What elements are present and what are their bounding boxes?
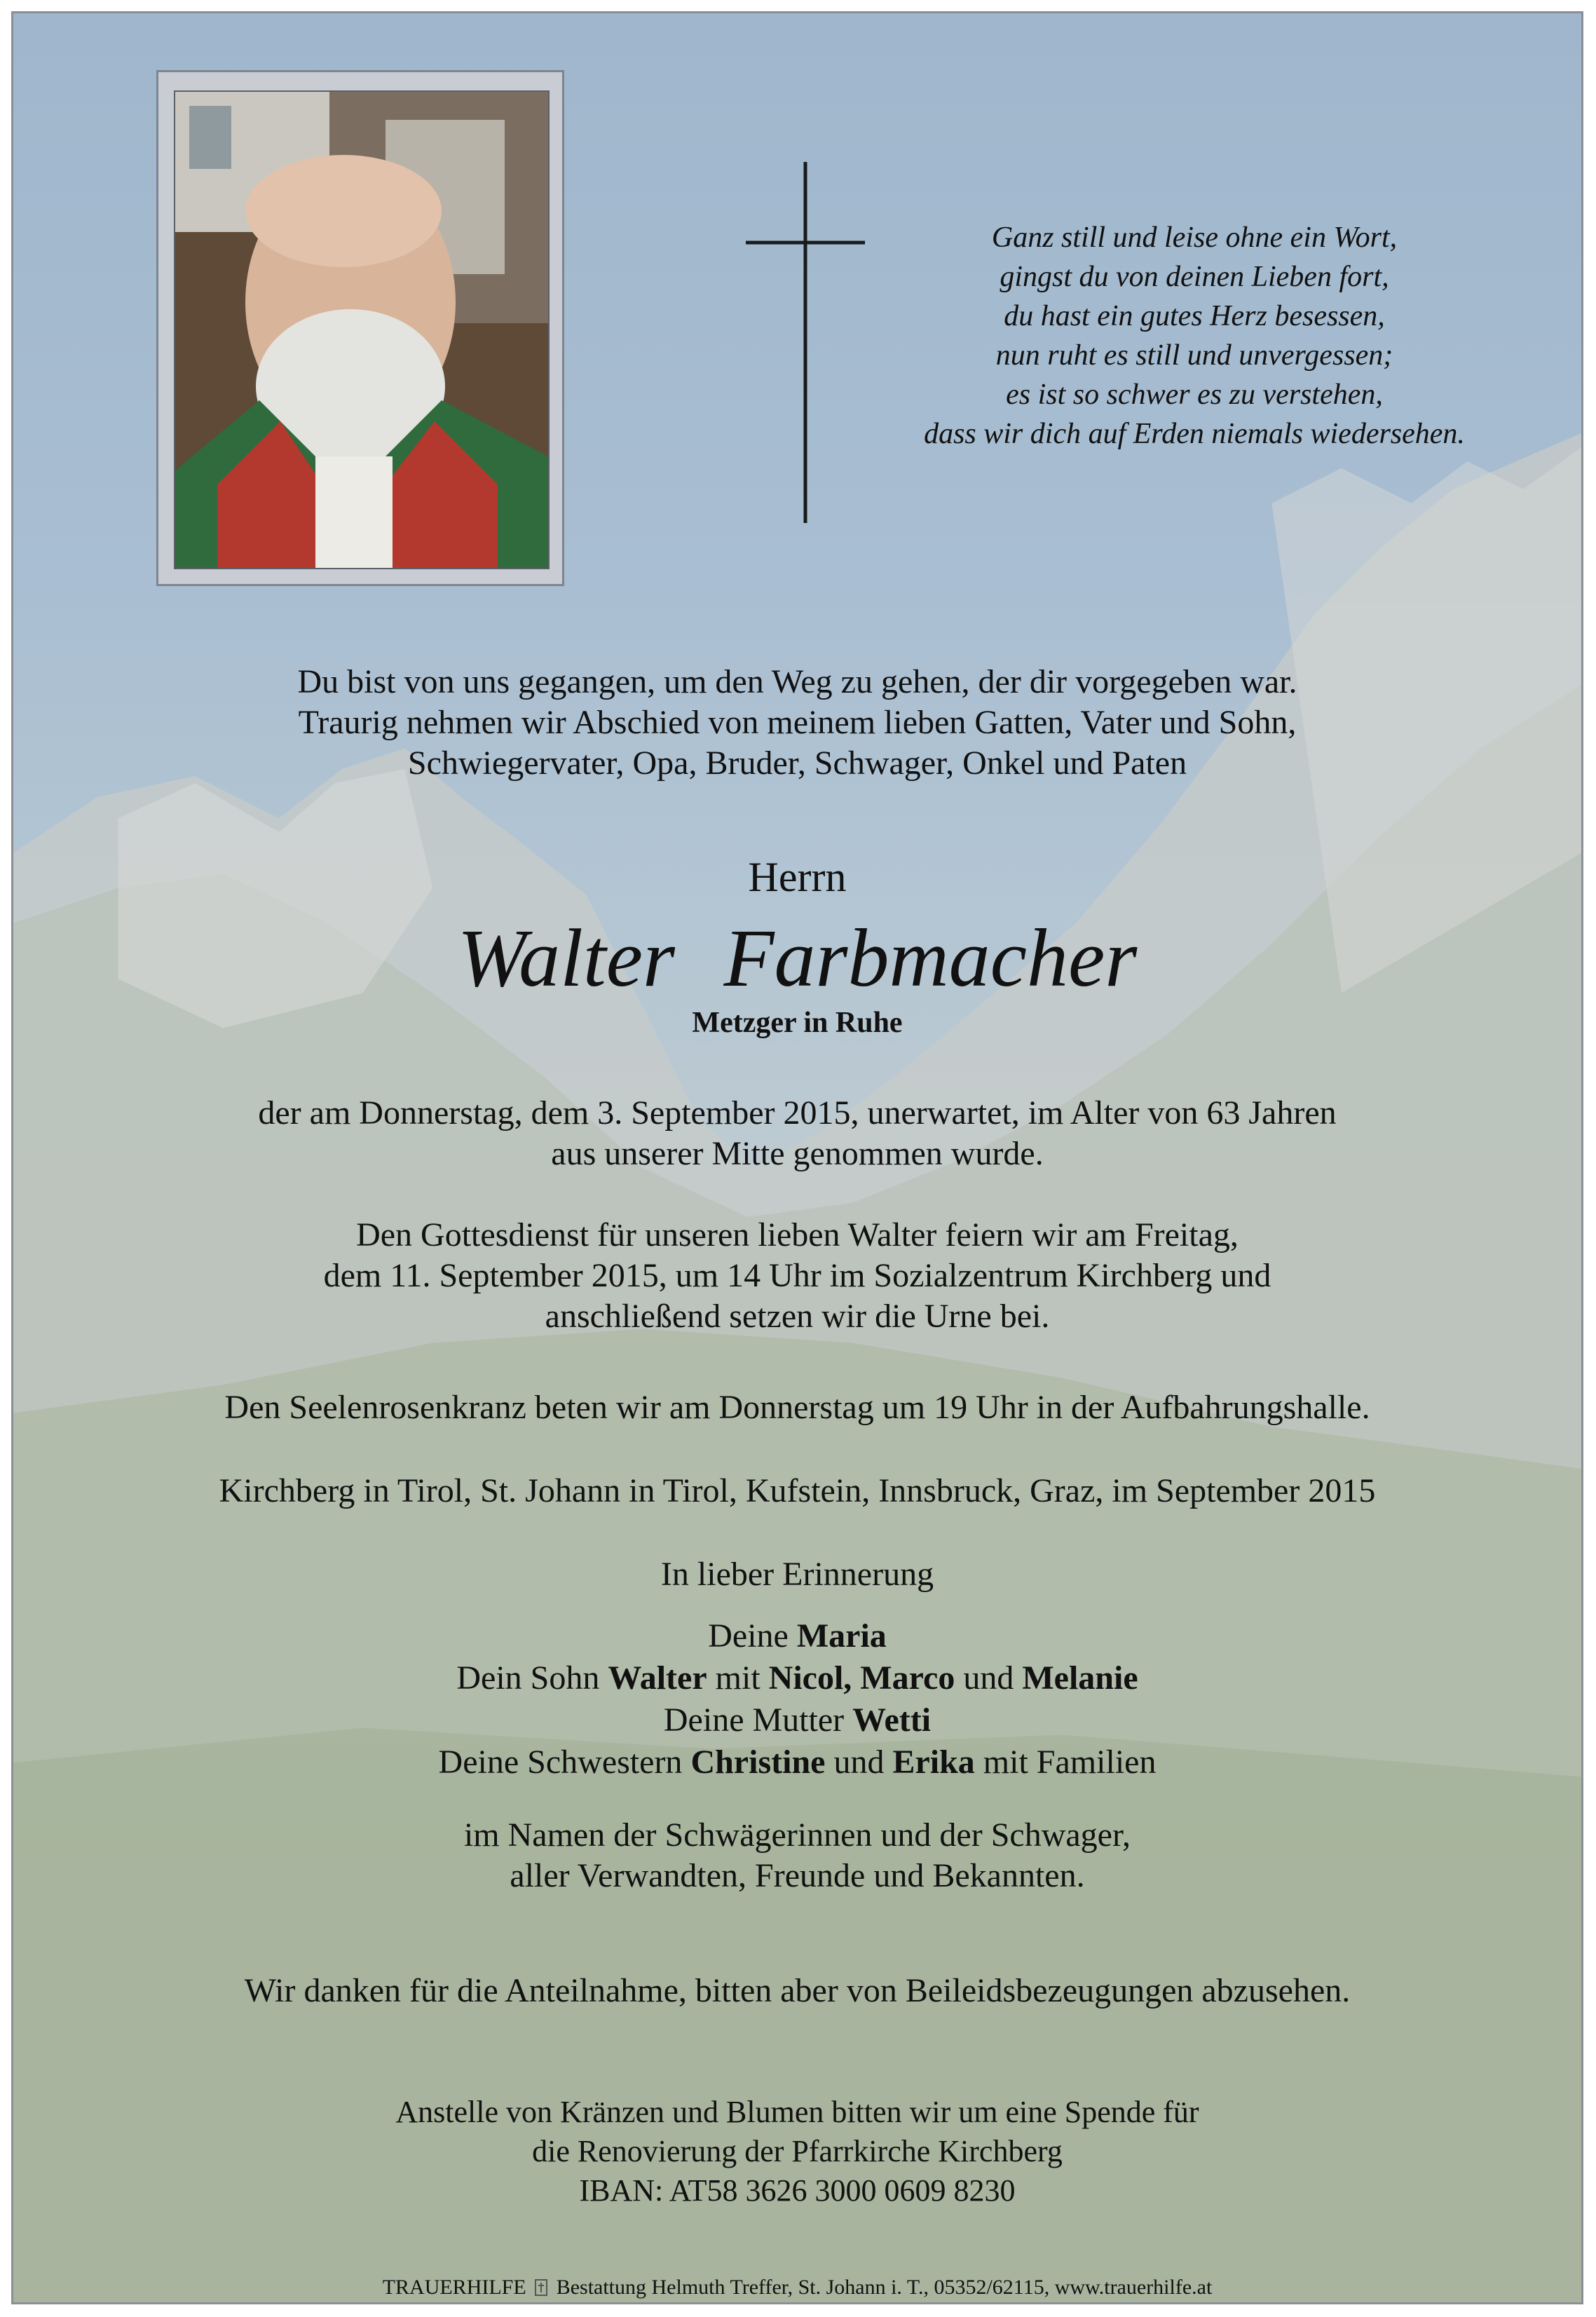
service-line: anschließend setzen wir die Urne bei.	[545, 1298, 1050, 1335]
deceased-occupation: Metzger in Ruhe	[692, 1007, 903, 1039]
relatives-line: aller Verwandten, Freunde und Bekannten.	[510, 1857, 1085, 1894]
family-member-name: Nicol, Marco	[768, 1659, 955, 1697]
family-line	[13, 1615, 1581, 1657]
family-line	[13, 1741, 1581, 1783]
thanks-text: Wir danken für die Anteilnahme, bitten aber von Beileidsbezeugungen abzusehen.	[244, 1972, 1351, 2009]
portrait-image	[175, 92, 548, 568]
donation-request	[13, 2093, 1581, 2210]
memorial-poem	[840, 218, 1548, 454]
family-line	[13, 1699, 1581, 1741]
donation-line: Anstelle von Kränzen und Blumen bitten wir um eine Spende für	[395, 2095, 1199, 2129]
family-text: Deine Schwestern	[438, 1744, 691, 1781]
intro-line: Schwiegervater, Opa, Bruder, Schwager, Onkel und Paten	[407, 745, 1187, 782]
deceased-name: Walter Farbmacher	[457, 912, 1138, 1004]
poem-line: du hast ein gutes Herz besessen,	[1004, 300, 1385, 332]
family-text: und	[825, 1744, 893, 1781]
poem-line: es ist so schwer es zu verstehen,	[1006, 379, 1383, 411]
intro-line: Traurig nehmen wir Abschied von meinem lieben Gatten, Vater und Sohn,	[298, 704, 1297, 741]
portrait-photo	[174, 90, 550, 569]
family-member-name: Wetti	[852, 1701, 932, 1739]
poem-line: Ganz still und leise ohne ein Wort,	[991, 222, 1398, 254]
poem-line: nun ruht es still und unvergessen;	[995, 339, 1393, 372]
relatives-text	[13, 1815, 1581, 1896]
salutation: Herrn	[748, 854, 847, 900]
family-member-name: Christine	[690, 1744, 826, 1781]
family-text: Deine	[708, 1617, 797, 1654]
service-line: dem 11. September 2015, um 14 Uhr im Sozialzentrum Kirchberg und	[323, 1257, 1271, 1294]
family-member-name: Erika	[892, 1744, 975, 1781]
donation-iban: IBAN: AT58 3626 3000 0609 8230	[579, 2173, 1016, 2208]
intro-line: Du bist von uns gegangen, um den Weg zu gehen, der dir vorgegeben war.	[297, 663, 1297, 700]
family-line	[13, 1657, 1581, 1699]
portrait-frame	[156, 70, 564, 586]
intro-text	[13, 662, 1581, 784]
family-text: mit Familien	[974, 1744, 1157, 1781]
places-and-date: Kirchberg in Tirol, St. Johann in Tirol, Kufstein, Innsbruck, Graz, im September 2015	[219, 1472, 1376, 1509]
rosary-info: Den Seelenrosenkranz beten wir am Donnerstag um 19 Uhr in der Aufbahrungshalle.	[224, 1389, 1370, 1426]
funeral-home-footer	[13, 2275, 1581, 2300]
relatives-line: im Namen der Schwägerinnen und der Schwager,	[463, 1816, 1131, 1854]
death-line: der am Donnerstag, dem 3. September 2015, unerwartet, im Alter von 63 Jahren	[258, 1094, 1337, 1132]
family-member-name: Walter	[608, 1659, 707, 1697]
family-text: Deine Mutter	[663, 1701, 853, 1739]
family-text: mit	[707, 1659, 769, 1697]
memory-heading: In lieber Erinnerung	[660, 1556, 934, 1593]
obituary-card	[11, 11, 1583, 2304]
family-text: und	[955, 1659, 1023, 1697]
donation-line: die Renovierung der Pfarrkirche Kirchberg	[532, 2134, 1063, 2168]
funeral-home-logo-icon	[534, 2278, 548, 2297]
service-line: Den Gottesdienst für unseren lieben Walter feiern wir am Freitag,	[356, 1216, 1239, 1253]
family-member-name: Maria	[796, 1617, 887, 1654]
poem-line: dass wir dich auf Erden niemals wiedersehen.	[924, 418, 1465, 450]
death-line: aus unserer Mitte genommen wurde.	[551, 1135, 1044, 1172]
footer-details: Bestattung Helmuth Treffer, St. Johann i. T., 05352/62115, www.trauerhilfe.at	[556, 2276, 1213, 2299]
death-notice	[13, 1093, 1581, 1174]
funeral-service-info	[13, 1215, 1581, 1337]
family-text: Dein Sohn	[456, 1659, 608, 1697]
family-member-name: Melanie	[1022, 1659, 1138, 1697]
footer-brand: TRAUERHILFE	[382, 2276, 526, 2299]
poem-line: gingst du von deinen Lieben fort,	[1000, 261, 1389, 293]
family-list	[13, 1615, 1581, 1783]
